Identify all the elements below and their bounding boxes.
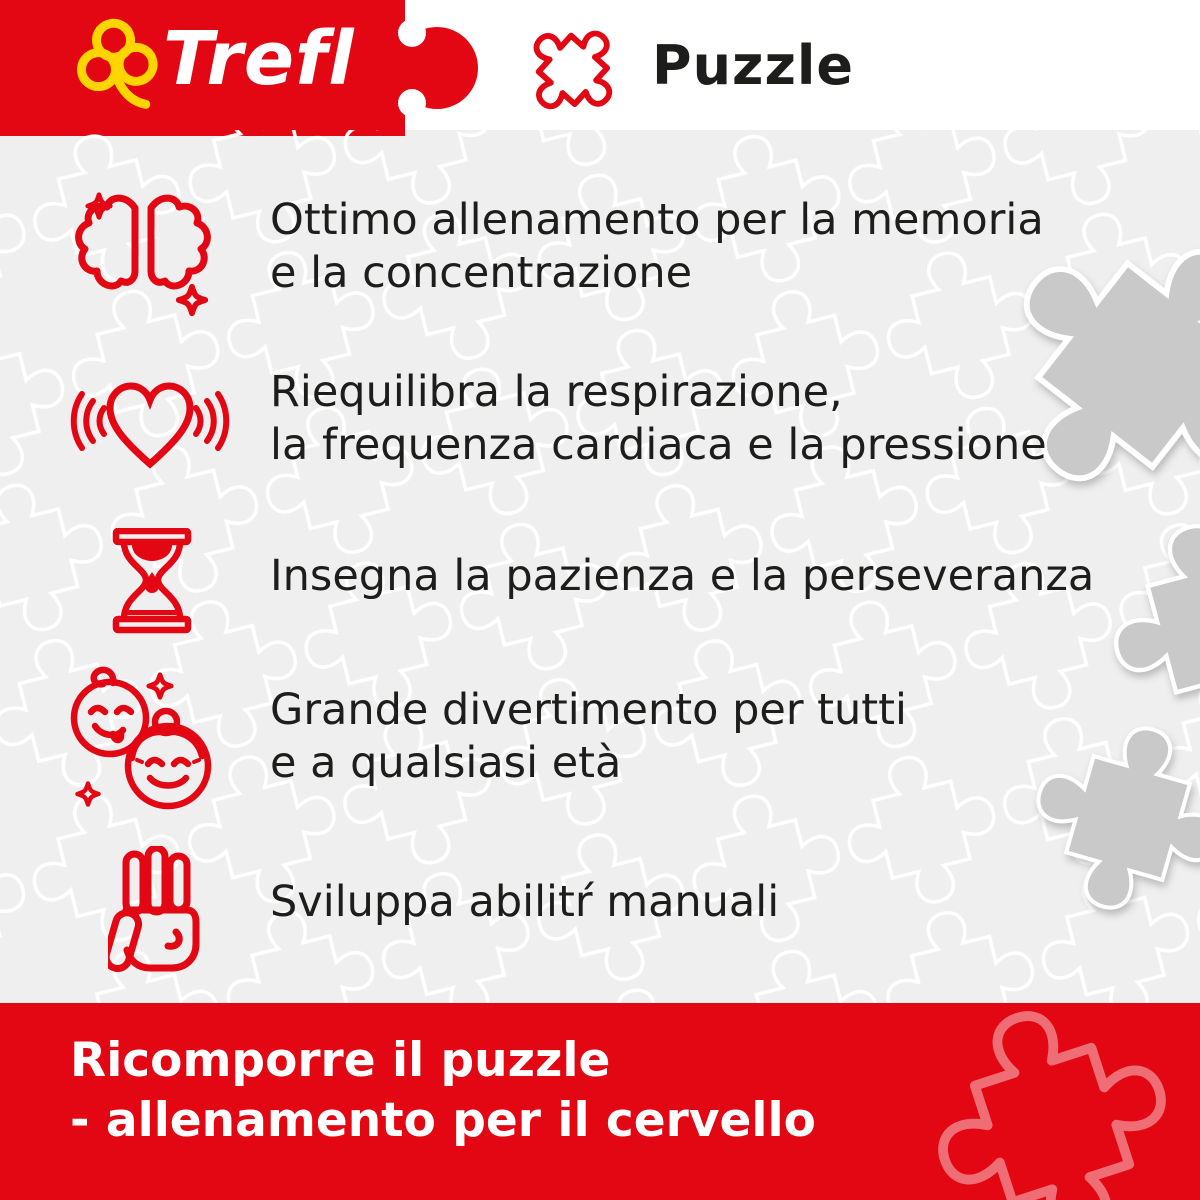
- benefit-line: Ottimo allenamento per la memoria: [270, 195, 1044, 245]
- puzzle-piece-icon: [510, 7, 636, 133]
- benefit-text: [270, 366, 1047, 472]
- brain-icon: [72, 180, 222, 322]
- benefit-text: [270, 876, 779, 929]
- brand-logo-text: Trefl: [163, 16, 355, 102]
- benefit-text: [270, 550, 1094, 603]
- heart-icon: [68, 370, 232, 478]
- benefit-line: la frequenza cardiaca e la pressione: [270, 420, 1047, 470]
- benefit-line: Grande divertimento per tutti: [270, 685, 907, 735]
- footer-slogan: [70, 1031, 816, 1151]
- faces-icon: [64, 664, 220, 820]
- footer-banner: [0, 1003, 1200, 1200]
- product-title: Puzzle: [652, 34, 855, 97]
- benefit-line: e a qualsiasi età: [270, 738, 622, 788]
- benefit-text: [270, 684, 907, 790]
- benefit-line: Riequilibra la respirazione,: [270, 367, 843, 417]
- benefit-text: [270, 194, 1044, 300]
- footer-line: - allenamento per il cervello: [70, 1093, 816, 1148]
- benefit-line: e la concentrazione: [270, 248, 693, 298]
- hand-icon: [108, 846, 204, 974]
- hourglass-icon: [110, 528, 194, 634]
- footer-line: Ricomporre il puzzle: [70, 1033, 611, 1088]
- benefit-line: Sviluppa abilitŕ manuali: [270, 877, 780, 927]
- benefit-line: Insegna la pazienza e la perseveranza: [270, 551, 1095, 601]
- header-banner: [0, 0, 1200, 140]
